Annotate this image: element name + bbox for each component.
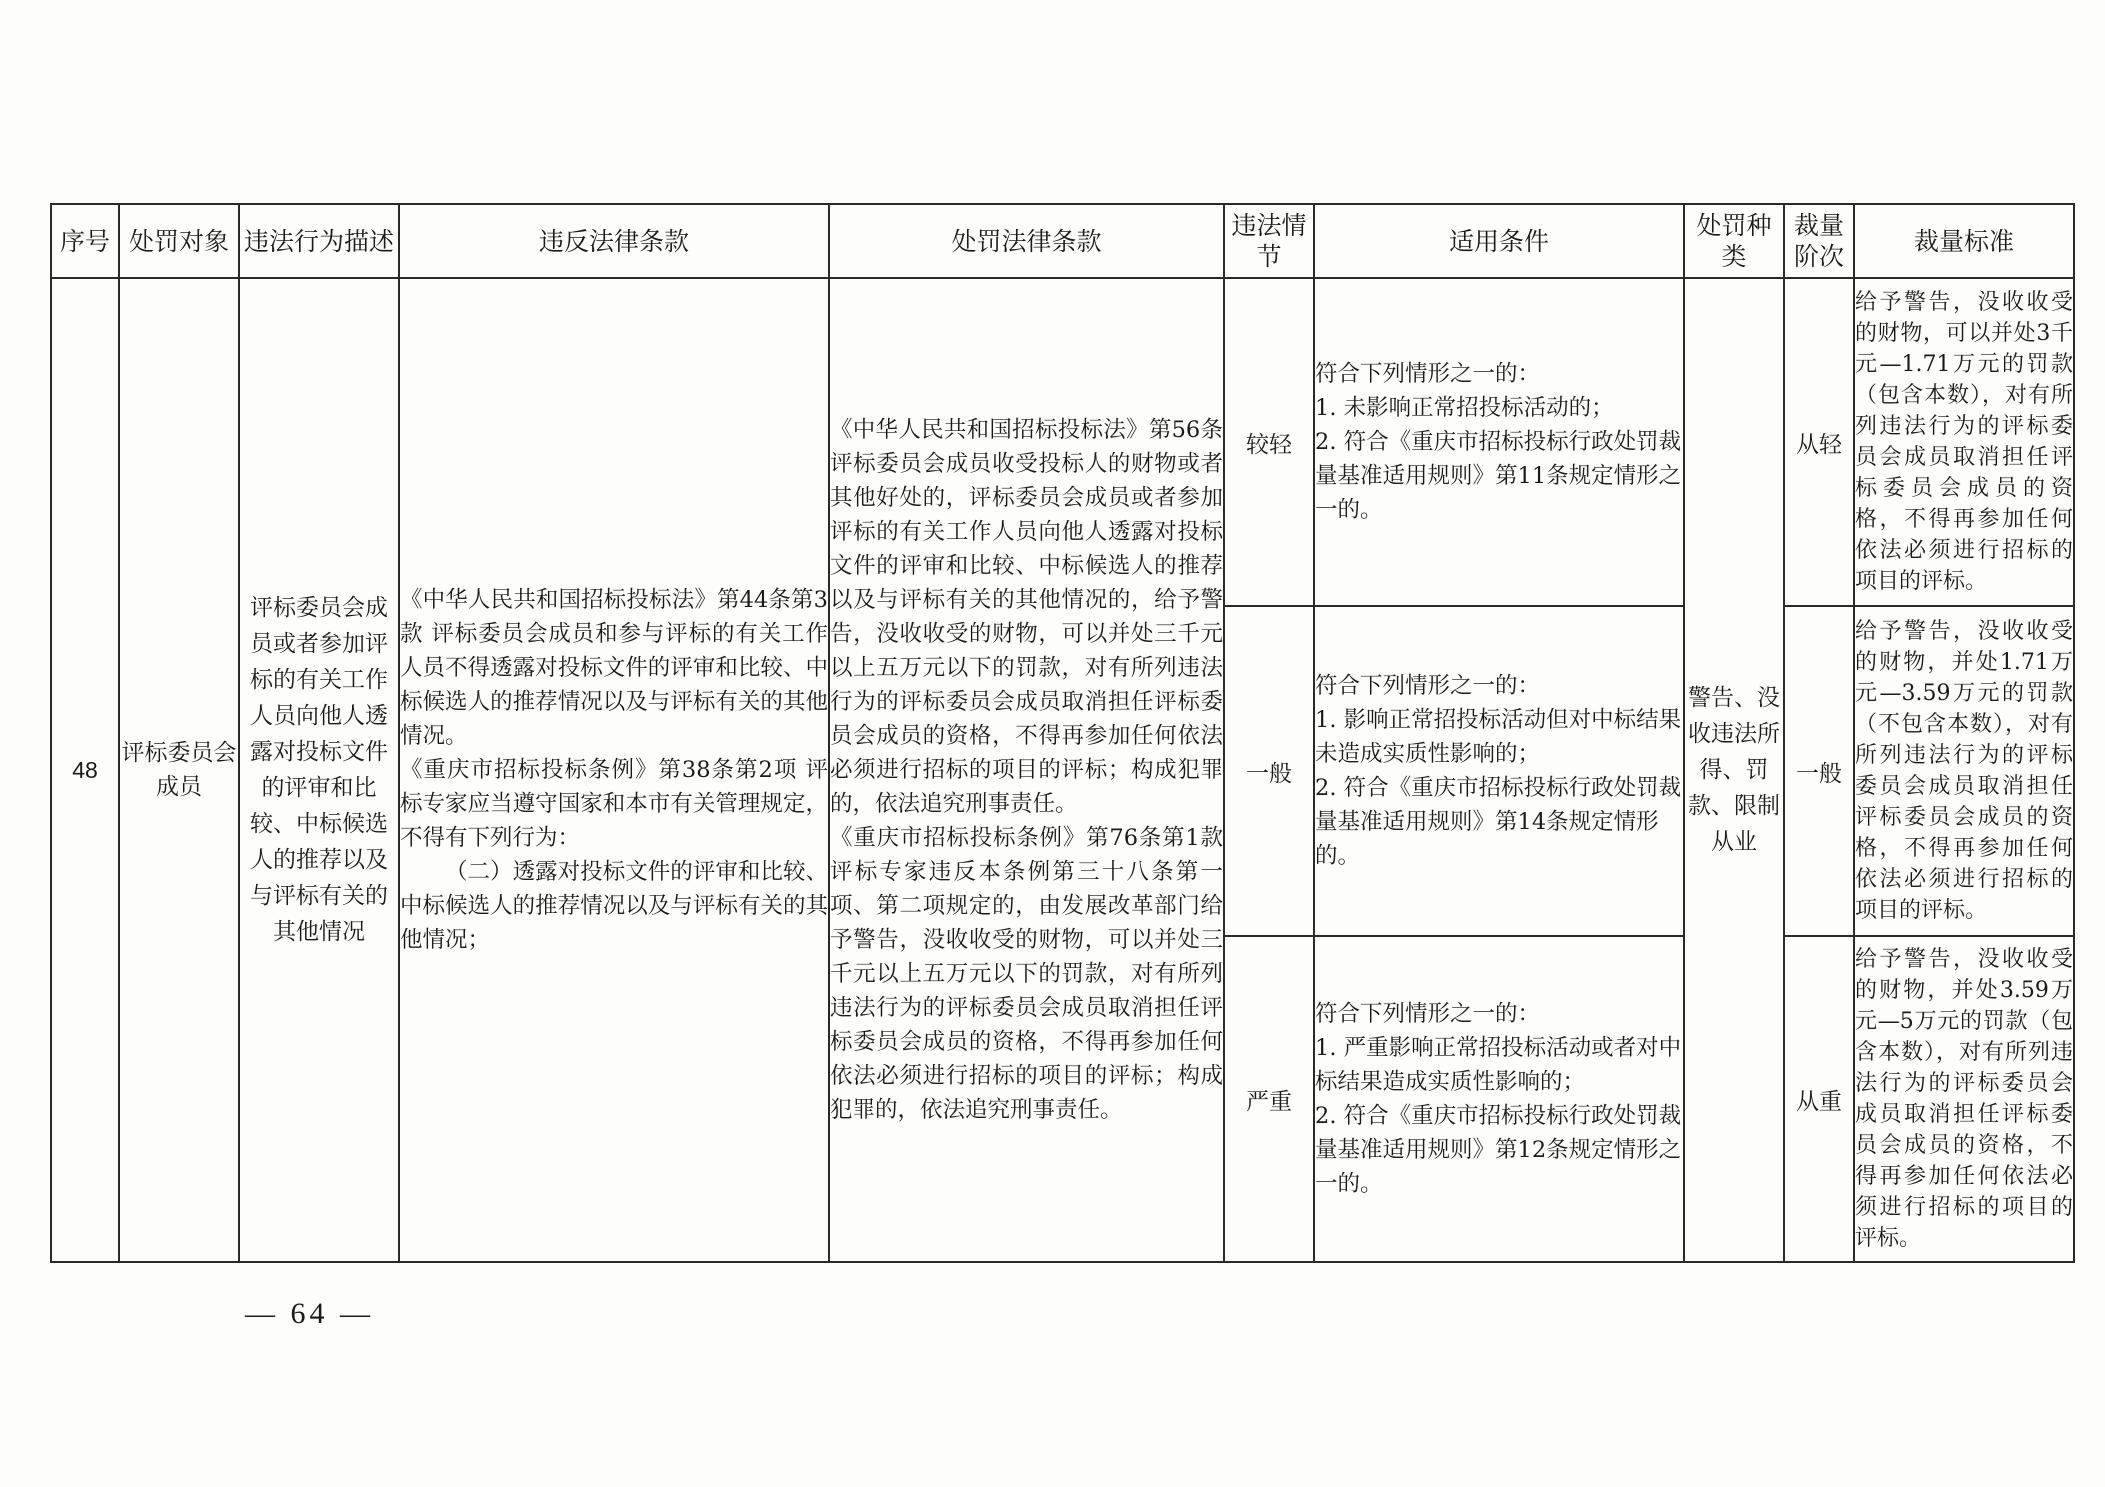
- header-discretion-level: 裁量阶次: [1784, 204, 1854, 278]
- violated-p1: 《中华人民共和国招标投标法》第44条第3款 评标委员会成员和参与评标的有关工作人员不得透露对投标文件的评审和比较、中标候选人的推荐情况以及与评标有关的其他情况。: [400, 587, 828, 749]
- header-discretion-std: 裁量标准: [1854, 204, 2074, 278]
- cell-penalty-law: [829, 278, 1224, 1262]
- violated-p2: 《重庆市招标投标条例》第38条第2项 评标专家应当遵守国家和本市有关管理规定，不得有下列行为：: [400, 757, 828, 851]
- penalty-law-p2: 《重庆市招标投标条例》第76条第1款 评标专家违反本条例第三十八条第一项、第二项规定的，由发展改革部门给予警告，没收收受的财物，可以并处三千元以上五万元以下的罚款，对有所列违法行为的评标委员会成员取消担任评标委员会成员的资格，不得再参加任何依法必须进行招标的项目的评标；构成犯罪的，依法追究刑事责任。: [830, 825, 1223, 1123]
- cond-item: 1. 未影响正常招投标活动的；: [1315, 395, 1614, 421]
- page-number: — 64 —: [245, 1297, 374, 1330]
- cond-title: 符合下列情形之一的：: [1315, 673, 1541, 699]
- cell-penalty-kind: 警告、没收违法所得、罚款、限制从业: [1684, 278, 1784, 1262]
- penalty-law-p1: 《中华人民共和国招标投标法》第56条 评标委员会成员收受投标人的财物或者其他好处的，评标委员会成员或者参加评标的有关工作人员向他人透露对投标文件的评审和比较、中标候选人的推荐以及与评标有关的其他情况的，给予警告，没收收受的财物，可以并处三千元以上五万元以下的罚款，对有所列违法行为的评标委员会成员取消担任评标委员会成员的资格，不得再参加任何依法必须进行招标的项目的评标；构成犯罪的，依法追究刑事责任。: [830, 417, 1223, 817]
- header-row: [51, 204, 2074, 278]
- header-conditions: 适用条件: [1314, 204, 1684, 278]
- header-seq: 序号: [51, 204, 119, 278]
- cell-conditions-severe: [1314, 936, 1684, 1262]
- cond-item: 1. 严重影响正常招投标活动或者对中标结果造成实质性影响的；: [1315, 1035, 1682, 1095]
- cell-level-severe: 从重: [1784, 936, 1854, 1262]
- cond-title: 符合下列情形之一的：: [1315, 361, 1541, 387]
- cell-behavior: 评标委员会成员或者参加评标的有关工作人员向他人透露对投标文件的评审和比较、中标候选人的推荐以及与评标有关的其他情况: [239, 278, 399, 1262]
- cell-seq: 48: [51, 278, 119, 1262]
- cell-circumstance-general: 一般: [1224, 606, 1314, 936]
- header-violated: 违反法律条款: [399, 204, 829, 278]
- header-penalty-kind: 处罚种类: [1684, 204, 1784, 278]
- cell-standard-light: 给予警告，没收收受的财物，可以并处3千元—1.71万元的罚款（包含本数），对有所列违法行为的评标委员会成员取消担任评标委员会成员的资格，不得再参加任何依法必须进行招标的项目的评标。: [1854, 278, 2074, 606]
- cell-circumstance-light: 较轻: [1224, 278, 1314, 606]
- cond-item: 2. 符合《重庆市招标投标行政处罚裁量基准适用规则》第12条规定情形之一的。: [1315, 1103, 1682, 1197]
- header-circumstance: 违法情节: [1224, 204, 1314, 278]
- header-penalty-law: 处罚法律条款: [829, 204, 1224, 278]
- cell-conditions-light: [1314, 278, 1684, 606]
- cell-standard-severe: 给予警告，没收收受的财物，并处3.59万元—5万元的罚款（包含本数），对有所列违法行为的评标委员会成员取消担任评标委员会成员的资格，不得再参加任何依法必须进行招标的项目的评标。: [1854, 936, 2074, 1262]
- cond-item: 2. 符合《重庆市招标投标行政处罚裁量基准适用规则》第14条规定情形的。: [1315, 775, 1682, 869]
- cell-circumstance-severe: 严重: [1224, 936, 1314, 1262]
- cond-title: 符合下列情形之一的：: [1315, 1001, 1541, 1027]
- cell-conditions-general: [1314, 606, 1684, 936]
- cond-item: 1. 影响正常招投标活动但对中标结果未造成实质性影响的；: [1315, 707, 1682, 767]
- cell-object: 评标委员会成员: [119, 278, 239, 1262]
- table-row: [51, 278, 2074, 606]
- cell-level-light: 从轻: [1784, 278, 1854, 606]
- header-behavior: 违法行为描述: [239, 204, 399, 278]
- cell-standard-general: 给予警告，没收收受的财物，并处1.71万元—3.59万元的罚款（不包含本数），对有所列违法行为的评标委员会成员取消担任评标委员会成员的资格，不得再参加任何依法必须进行招标的项目的评标。: [1854, 606, 2074, 936]
- discretion-table: [50, 203, 2075, 1263]
- header-object: 处罚对象: [119, 204, 239, 278]
- violated-p3: （二）透露对投标文件的评审和比较、中标候选人的推荐情况以及与评标有关的其他情况；: [400, 859, 828, 953]
- cell-violated: [399, 278, 829, 1262]
- cond-item: 2. 符合《重庆市招标投标行政处罚裁量基准适用规则》第11条规定情形之一的。: [1315, 429, 1682, 523]
- cell-level-general: 一般: [1784, 606, 1854, 936]
